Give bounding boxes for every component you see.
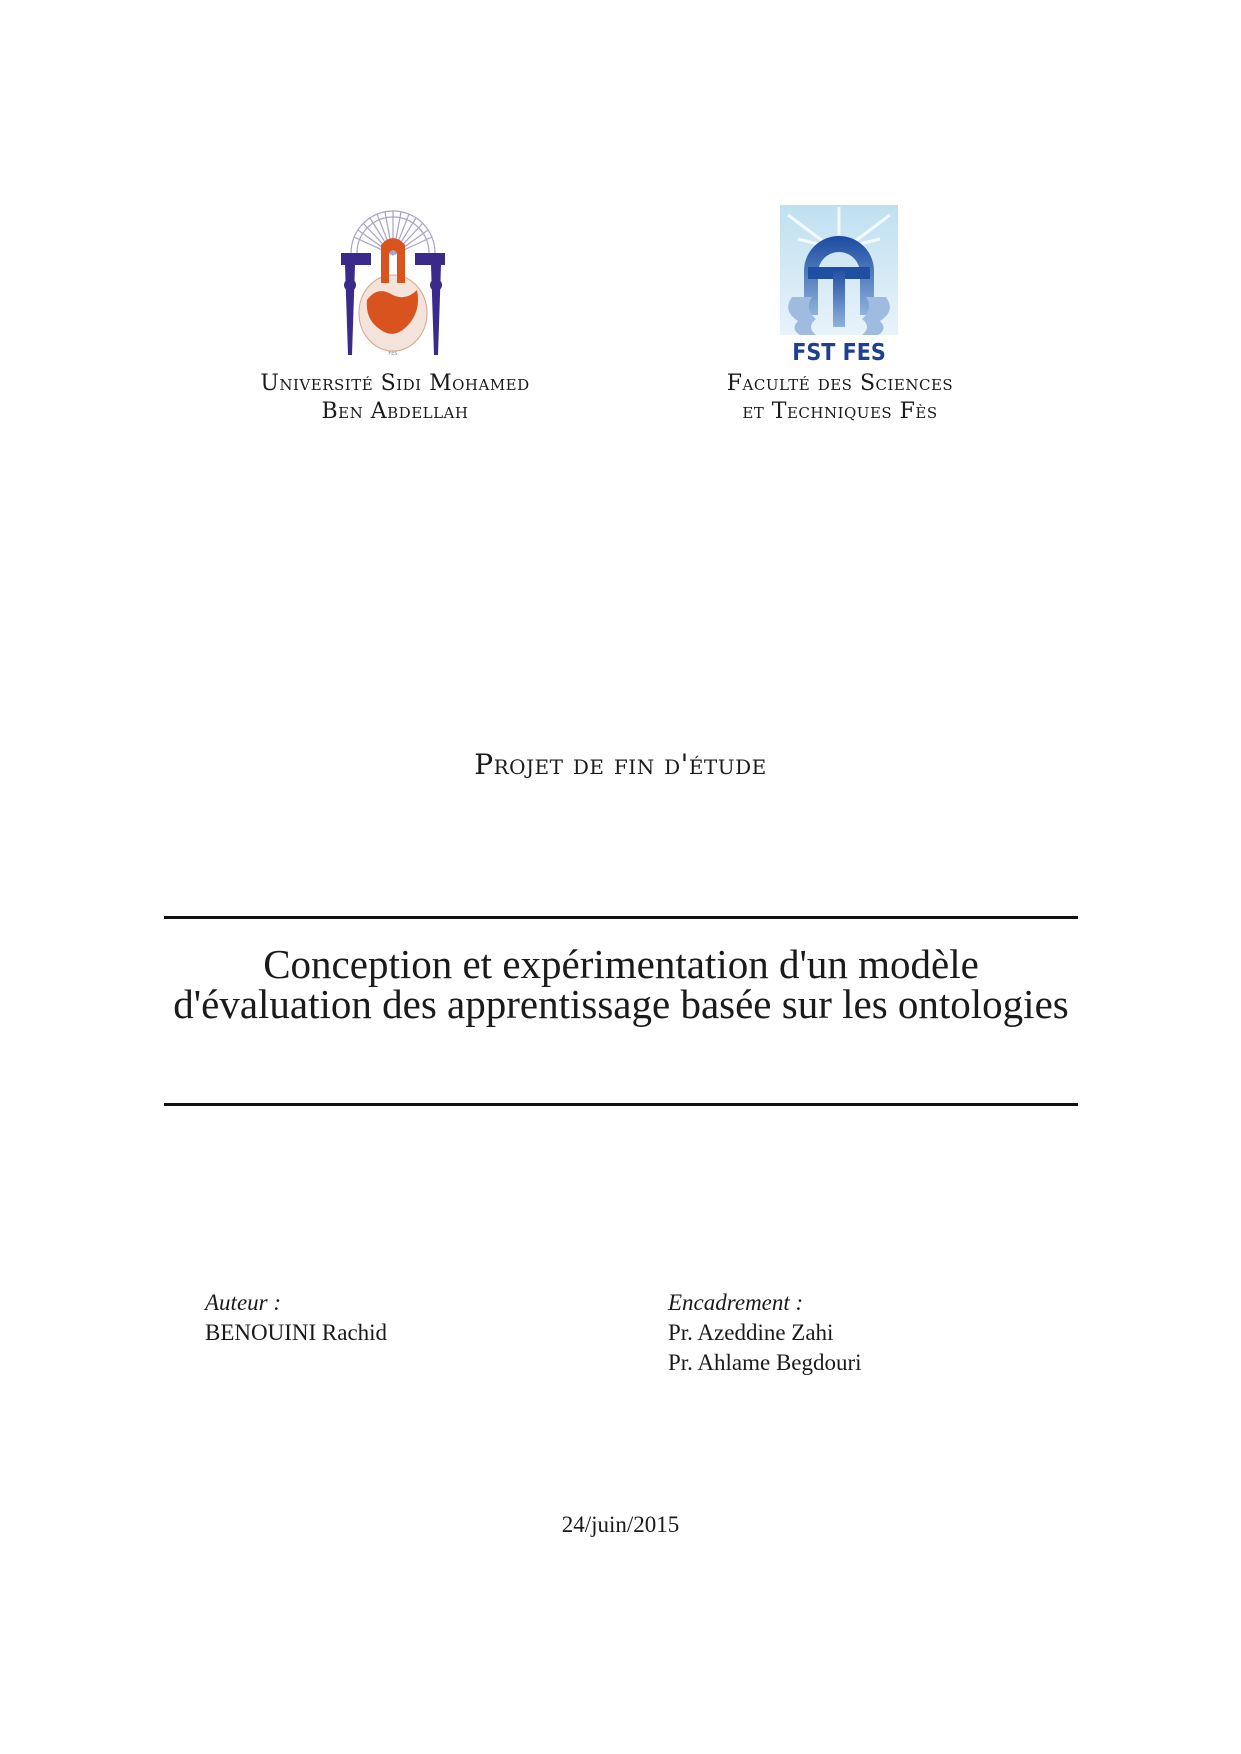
author-name: BENOUINI Rachid: [205, 1320, 388, 1345]
fst-fes-logo-icon: [778, 205, 900, 365]
usmba-emblem-icon: [337, 205, 449, 360]
fst-fes-logo: [778, 205, 900, 365]
left-institution-name: [230, 370, 560, 426]
author-block: [205, 1288, 605, 1348]
document-type: Projet de fin d'étude: [474, 748, 767, 781]
supervision-block: [668, 1288, 1088, 1378]
document-title: Conception et expérimentation d'un modèle d'évaluation des apprentissage basée sur les ontologies: [173, 941, 1069, 1027]
svg-text:FST FES: FST FES: [792, 340, 886, 365]
right-institution-line1: Faculté des Sciences: [726, 371, 954, 396]
document-date: 24/juin/2015: [561, 1512, 680, 1537]
title-bottom-rule: [164, 1103, 1078, 1106]
author-label: Auteur :: [205, 1290, 282, 1315]
right-institution-name: [690, 370, 990, 426]
supervision-label: Encadrement :: [668, 1290, 804, 1315]
left-institution-line2: Ben Abdellah: [321, 399, 469, 424]
right-institution-line2: et Techniques Fès: [742, 399, 938, 424]
usmba-logo: [337, 205, 449, 360]
title-top-rule: [164, 916, 1078, 919]
left-institution-line1: Université Sidi Mohamed: [260, 371, 530, 396]
supervisor-name: Pr. Ahlame Begdouri: [668, 1350, 862, 1375]
supervisor-name: Pr. Azeddine Zahi: [668, 1320, 834, 1345]
svg-text:FES: FES: [388, 351, 398, 357]
